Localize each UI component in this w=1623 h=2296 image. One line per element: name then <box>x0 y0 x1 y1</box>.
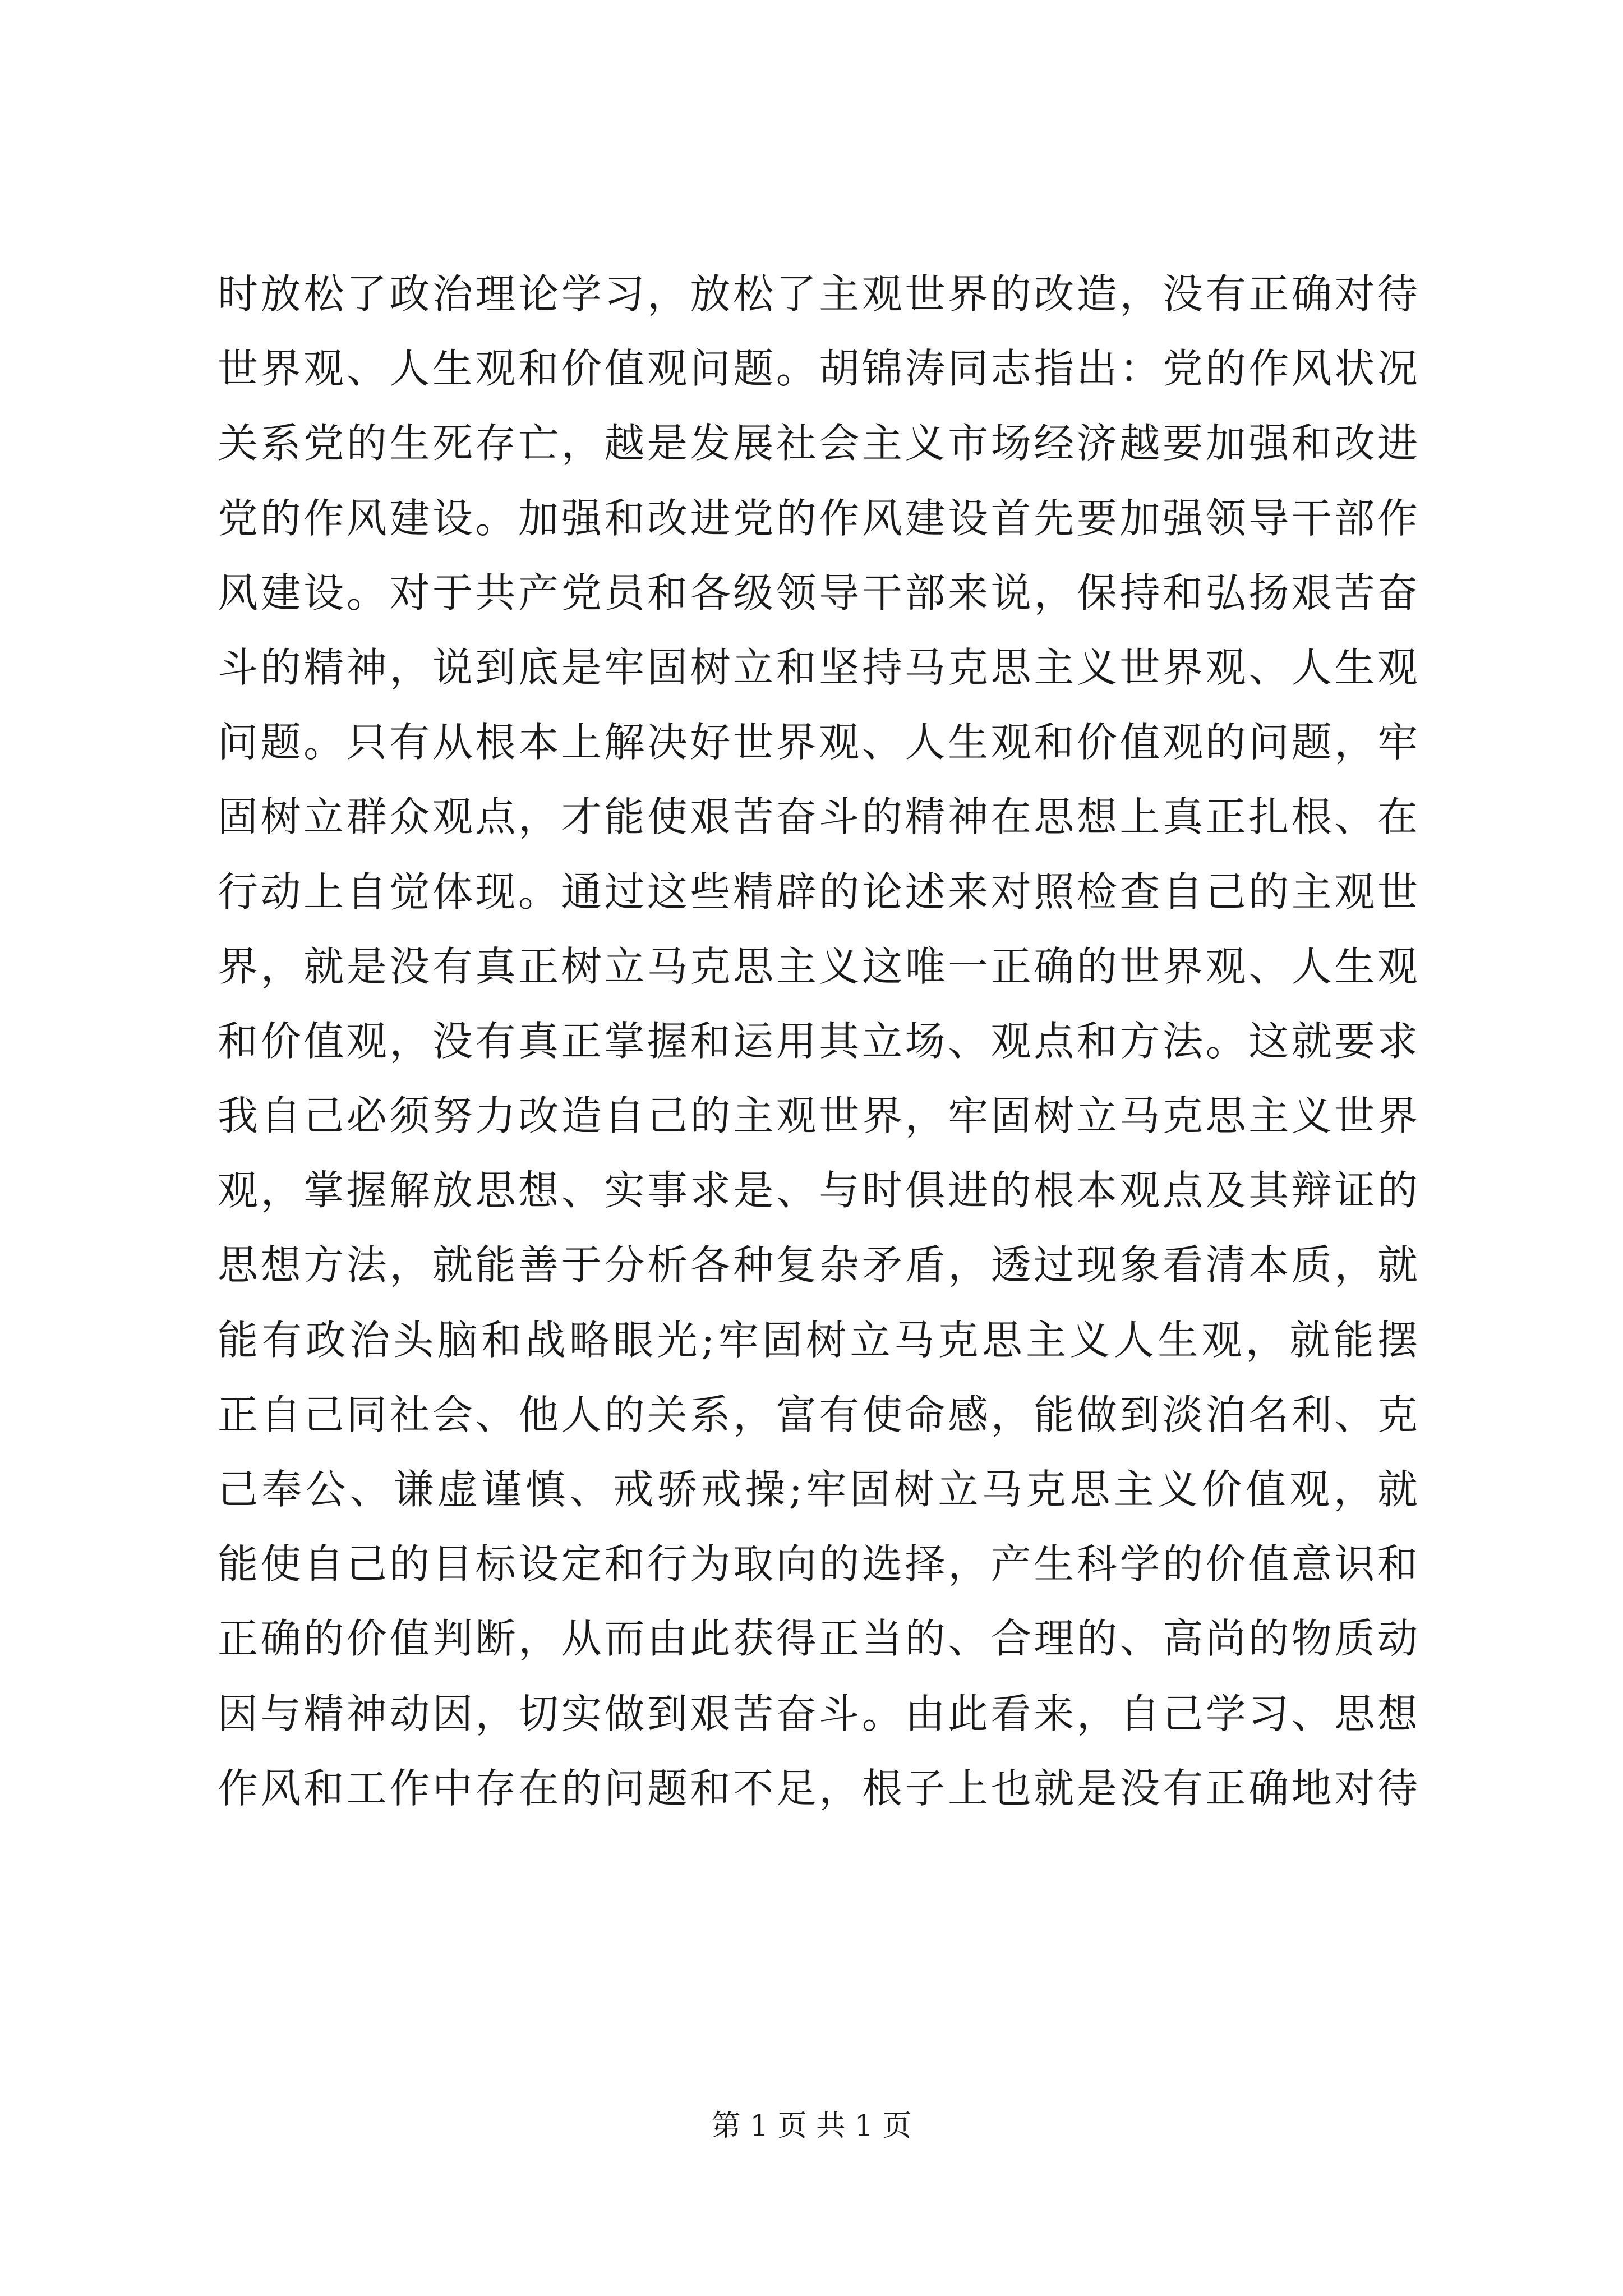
text-line: 能有政治头脑和战略眼光;牢固树立马克思主义人生观，就能摆 <box>218 1316 1418 1364</box>
text-line: 能使自己的目标设定和行为取向的选择，产生科学的价值意识和 <box>218 1540 1418 1588</box>
text-line: 界，就是没有真正树立马克思主义这唯一正确的世界观、人生观 <box>218 942 1418 990</box>
text-line: 我自己必须努力改造自己的主观世界，牢固树立马克思主义世界 <box>218 1092 1418 1140</box>
text-line: 因与精神动因，切实做到艰苦奋斗。由此看来，自己学习、思想 <box>218 1690 1418 1737</box>
text-line: 风建设。对于共产党员和各级领导干部来说，保持和弘扬艰苦奋 <box>218 569 1418 616</box>
text-line: 观，掌握解放思想、实事求是、与时俱进的根本观点及其辩证的 <box>218 1167 1418 1214</box>
text-line: 斗的精神，说到底是牢固树立和坚持马克思主义世界观、人生观 <box>218 643 1418 691</box>
body-text <box>218 257 1418 1826</box>
page-footer: 第 1 页 共 1 页 <box>711 2109 912 2143</box>
text-line: 问题。只有从根本上解决好世界观、人生观和价值观的问题，牢 <box>218 719 1418 766</box>
text-line: 己奉公、谦虚谨慎、戒骄戒操;牢固树立马克思主义价值观，就 <box>218 1466 1418 1513</box>
text-line: 正确的价值判断，从而由此获得正当的、合理的、高尚的物质动 <box>218 1615 1418 1663</box>
text-line: 和价值观，没有真正掌握和运用其立场、观点和方法。这就要求 <box>218 1017 1418 1065</box>
text-line: 党的作风建设。加强和改进党的作风建设首先要加强领导干部作 <box>218 494 1418 542</box>
text-line: 行动上自觉体现。通过这些精辟的论述来对照检查自己的主观世 <box>218 868 1418 915</box>
text-line: 思想方法，就能善于分析各种复杂矛盾，透过现象看清本质，就 <box>218 1241 1418 1289</box>
text-line: 关系党的生死存亡，越是发展社会主义市场经济越要加强和改进 <box>218 420 1418 467</box>
text-line: 作风和工作中存在的问题和不足，根子上也就是没有正确地对待 <box>218 1764 1418 1812</box>
text-line: 正自己同社会、他人的关系，富有使命感，能做到淡泊名利、克 <box>218 1391 1418 1438</box>
text-line: 固树立群众观点，才能使艰苦奋斗的精神在思想上真正扎根、在 <box>218 793 1418 841</box>
text-line: 世界观、人生观和价值观问题。胡锦涛同志指出：党的作风状况 <box>218 345 1418 393</box>
text-line: 时放松了政治理论学习，放松了主观世界的改造，没有正确对待 <box>218 270 1418 318</box>
